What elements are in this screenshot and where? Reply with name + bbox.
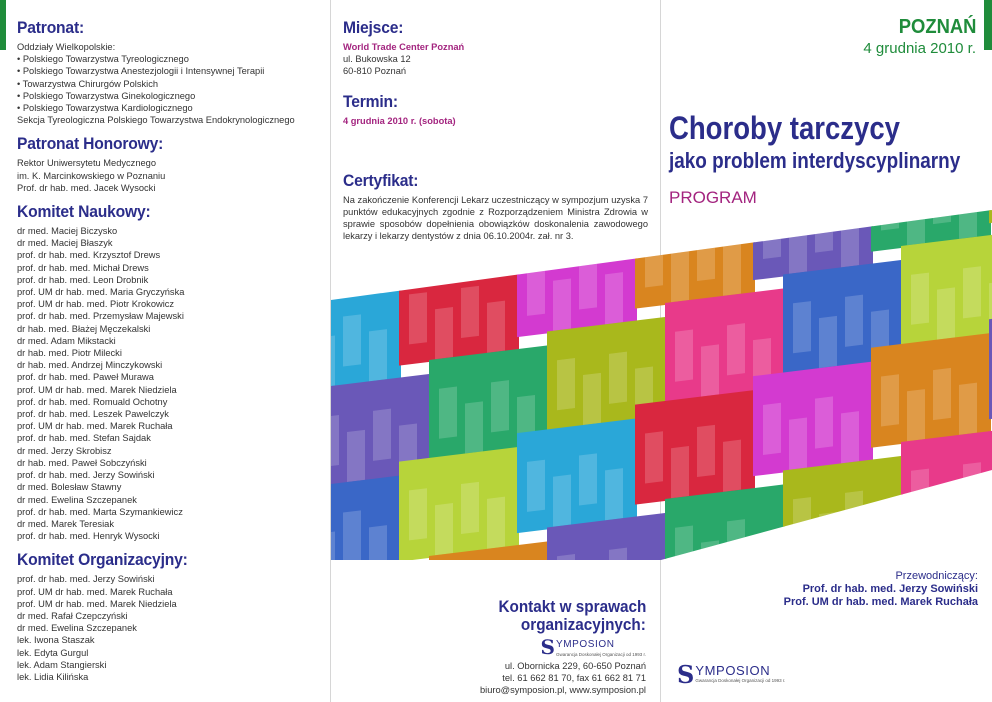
honorowy-line: Rektor Uniwersytetu Medycznego xyxy=(17,158,156,169)
naukowy-member: dr hab. med. Piotr Milecki xyxy=(17,348,122,359)
termin-section xyxy=(343,92,660,127)
organizacyjny-section xyxy=(17,550,330,683)
organizacyjny-member: lek. Edyta Gurgul xyxy=(17,647,89,658)
mosaic-building xyxy=(635,210,653,223)
mosaic-building xyxy=(373,213,391,265)
patronat-list xyxy=(17,53,330,114)
mosaic-building xyxy=(373,409,391,461)
mosaic-tile xyxy=(429,210,549,264)
mosaic-building xyxy=(557,358,575,410)
chair-name-1: Prof. dr hab. med. Jerzy Sowiński xyxy=(802,583,978,595)
naukowy-member: dr hab. med. Błażej Męczekalski xyxy=(17,323,151,334)
mosaic-building xyxy=(369,329,387,381)
mosaic-building xyxy=(343,510,361,560)
cover-subtitle: jako problem interdyscyplinarny xyxy=(669,148,961,173)
logo-mark-icon: S xyxy=(677,660,695,689)
naukowy-member: dr med. Marek Teresiak xyxy=(17,518,114,529)
naukowy-section xyxy=(17,202,330,542)
logo-text: YMPOSION xyxy=(695,663,771,678)
naukowy-member: prof. dr hab. med. Romuald Ochotny xyxy=(17,396,168,407)
logo-tagline: Gwarancja Doskonałej Organizacji od 1993 r. xyxy=(555,652,646,657)
organizacyjny-member: lek. Iwona Staszak xyxy=(17,635,95,646)
patronat-heading: Patronat: xyxy=(17,18,85,37)
patronat-item: • Polskiego Towarzystwa Ginekologicznego xyxy=(17,90,196,101)
mosaic-building xyxy=(553,475,571,527)
miejsce-heading: Miejsce: xyxy=(343,18,404,37)
mosaic-building xyxy=(343,314,361,366)
mosaic-building xyxy=(439,387,457,439)
honorowy-list xyxy=(17,157,330,194)
certyfikat-heading: Certyfikat: xyxy=(343,170,419,190)
kontakt-details xyxy=(480,660,646,697)
right-panel xyxy=(661,0,992,702)
miejsce-section xyxy=(343,18,660,78)
naukowy-list xyxy=(17,225,330,542)
organizacyjny-member: dr med. Ewelina Szczepanek xyxy=(17,623,137,634)
certyfikat-text: Na zakończenie Konferencji Lekarz uczestniczący w sympozjum uzyska 7 punktów edukacyjnych zgodnie z Rozporządzeniem Ministra Zdrowia w sprawie sposobów dopełnienia obowiązków doskonalenia zawodowego lekarzy i lekarzy dentystów z dnia 06.10.2004r. zał. nr 3. xyxy=(343,194,648,242)
naukowy-member: prof. dr hab. med. Leon Drobnik xyxy=(17,274,149,285)
chair-name-2: Prof. UM dr hab. med. Marek Ruchała xyxy=(783,596,978,608)
symposion-logo-small xyxy=(540,635,646,659)
naukowy-member: prof. dr hab. med. Michał Drews xyxy=(17,262,149,273)
patronat-intro: Oddziały Wielkopolskie: xyxy=(17,42,116,52)
naukowy-member: prof. dr hab. med. Przemysław Majewski xyxy=(17,311,184,322)
mosaic-building xyxy=(557,210,575,214)
mosaic-building xyxy=(527,460,545,512)
honorowy-line: im. K. Marcinkowskiego w Poznaniu xyxy=(17,170,166,181)
naukowy-member: prof. UM dr hab. med. Maria Gryczyńska xyxy=(17,287,185,298)
venue-name: World Trade Center Poznań xyxy=(343,42,465,52)
mosaic-building xyxy=(579,257,597,309)
organizacyjny-member: dr med. Rafał Czepczyński xyxy=(17,610,128,621)
honorowy-heading: Patronat Honorowy: xyxy=(17,134,164,154)
venue-street: ul. Bukowska 12 xyxy=(343,54,411,65)
mosaic-building xyxy=(487,497,505,549)
organizacyjny-member: prof. UM dr hab. med. Marek Ruchała xyxy=(17,586,173,597)
naukowy-member: prof. UM dr hab. med. Piotr Krokowicz xyxy=(17,299,175,310)
mosaic-building xyxy=(553,279,571,331)
naukowy-member: prof. dr hab. med. Jerzy Sowiński xyxy=(17,470,155,481)
logo-text: YMPOSION xyxy=(555,639,615,650)
left-panel xyxy=(0,0,330,702)
chair-label: Przewodniczący: xyxy=(895,570,978,582)
mosaic-building xyxy=(579,453,597,505)
mosaic-building xyxy=(331,415,339,467)
mosaic-building xyxy=(583,210,601,229)
mosaic-building xyxy=(527,264,545,316)
cover-title: Choroby tarczycy xyxy=(669,110,900,146)
naukowy-member: dr hab. med. Paweł Sobczyński xyxy=(17,457,147,468)
honorowy-line: Prof. dr hab. med. Jacek Wysocki xyxy=(17,182,156,193)
patronat-item: • Polskiego Towarzystwa Kardiologicznego xyxy=(17,103,193,114)
naukowy-member: dr med. Ewelina Szczepanek xyxy=(17,494,137,505)
kontakt-heading-line2: organizacyjnych: xyxy=(521,615,646,634)
organizacyjny-list xyxy=(17,573,330,683)
symposion-logo-large xyxy=(677,660,786,689)
mosaic-building xyxy=(439,210,457,243)
mosaic-tile xyxy=(547,210,667,235)
naukowy-member: prof. dr hab. med. Krzysztof Drews xyxy=(17,250,161,261)
naukowy-member: dr med. Maciej Błaszyk xyxy=(17,238,113,249)
organizacyjny-member: lek. Adam Stangierski xyxy=(17,659,107,670)
mosaic-building xyxy=(609,352,627,404)
kontakt-web[interactable]: biuro@symposion.pl, www.symposion.pl xyxy=(479,685,646,696)
mosaic-building xyxy=(409,488,427,540)
mosaic-building xyxy=(435,503,453,555)
venue-city: 60-810 Poznań xyxy=(343,66,407,77)
organizacyjny-member: prof. dr hab. med. Jerzy Sowiński xyxy=(17,574,155,585)
chair-block xyxy=(784,570,978,609)
honorowy-section xyxy=(17,134,330,194)
mosaic-building xyxy=(461,482,479,534)
cover-date: 4 grudnia 2010 r. xyxy=(863,40,976,57)
mosaic-building xyxy=(465,401,483,453)
mosaic-building xyxy=(517,210,535,251)
naukowy-member: dr med. Jerzy Skrobisz xyxy=(17,445,112,456)
organizacyjny-heading: Komitet Organizacyjny: xyxy=(17,550,188,570)
mosaic-building xyxy=(347,430,365,482)
logo-tagline: Gwarancja Doskonałej Organizacji od 1993 r. xyxy=(695,678,786,683)
naukowy-member: prof. UM dr hab. med. Marek Ruchała xyxy=(17,421,173,432)
mosaic-building xyxy=(605,468,623,520)
mosaic-tile xyxy=(331,279,401,394)
mosaic-tile xyxy=(331,210,431,292)
patronat-outro: Sekcja Tyreologiczna Polskiego Towarzystwa Endokrynologicznego xyxy=(17,115,295,126)
mosaic-building xyxy=(491,210,509,236)
organizacyjny-member: prof. UM dr hab. med. Marek Niedziela xyxy=(17,598,177,609)
kontakt-address: ul. Obornicka 229, 60-650 Poznań xyxy=(504,661,646,671)
patronat-item: • Polskiego Towarzystwa Tyreologicznego xyxy=(17,54,189,65)
naukowy-member: prof. dr hab. med. Paweł Murawa xyxy=(17,372,154,383)
mosaic-building xyxy=(487,301,505,353)
naukowy-heading: Komitet Naukowy: xyxy=(17,202,151,222)
naukowy-member: prof. dr hab. med. Stefan Sajdak xyxy=(17,433,151,444)
mosaic-building xyxy=(605,272,623,324)
mosaic-building xyxy=(491,380,509,432)
logo-mark-icon: S xyxy=(540,635,555,659)
mosaic-building xyxy=(583,373,601,425)
patronat-section xyxy=(17,18,330,126)
mosaic-building xyxy=(399,227,417,279)
cover-program-label: PROGRAM xyxy=(669,188,757,207)
mosaic-building xyxy=(347,234,365,286)
mosaic-building xyxy=(435,307,453,359)
kontakt-phone: tel. 61 662 81 70, fax 61 662 81 71 xyxy=(502,673,646,684)
termin-value: 4 grudnia 2010 r. (sobota) xyxy=(343,115,456,126)
naukowy-member: dr hab. med. Andrzej Minczykowski xyxy=(17,360,163,371)
mosaic-building xyxy=(409,292,427,344)
mosaic-building xyxy=(331,532,335,560)
naukowy-member: dr med. Maciej Biczysko xyxy=(17,226,118,237)
mosaic-building xyxy=(369,525,387,560)
naukowy-member: prof. dr hab. med. Marta Szymankiewicz xyxy=(17,506,183,517)
naukowy-member: dr med. Adam Mikstacki xyxy=(17,335,116,346)
mosaic-building xyxy=(331,219,339,271)
patronat-item: • Polskiego Towarzystwa Anestezjologii i Intensywnej Terapii xyxy=(17,66,265,77)
naukowy-member: prof. dr hab. med. Leszek Pawelczyk xyxy=(17,409,169,420)
mosaic-tile xyxy=(331,475,401,560)
kontakt-heading-line1: Kontakt w sprawach xyxy=(498,597,646,616)
cover-city: POZNAŃ xyxy=(898,16,976,38)
mosaic-building xyxy=(465,210,483,258)
mosaic-building xyxy=(461,286,479,338)
termin-heading: Termin: xyxy=(343,91,398,111)
naukowy-member: prof. dr hab. med. Henryk Wysocki xyxy=(17,531,160,542)
naukowy-member: dr med. Bolesław Stawny xyxy=(17,482,122,493)
mosaic-building xyxy=(331,336,335,388)
naukowy-member: prof. UM dr hab. med. Marek Niedziela xyxy=(17,384,177,395)
patronat-item: • Towarzystwa Chirurgów Polskich xyxy=(17,78,159,89)
organizacyjny-member: lek. Lidia Kilińska xyxy=(17,671,89,682)
